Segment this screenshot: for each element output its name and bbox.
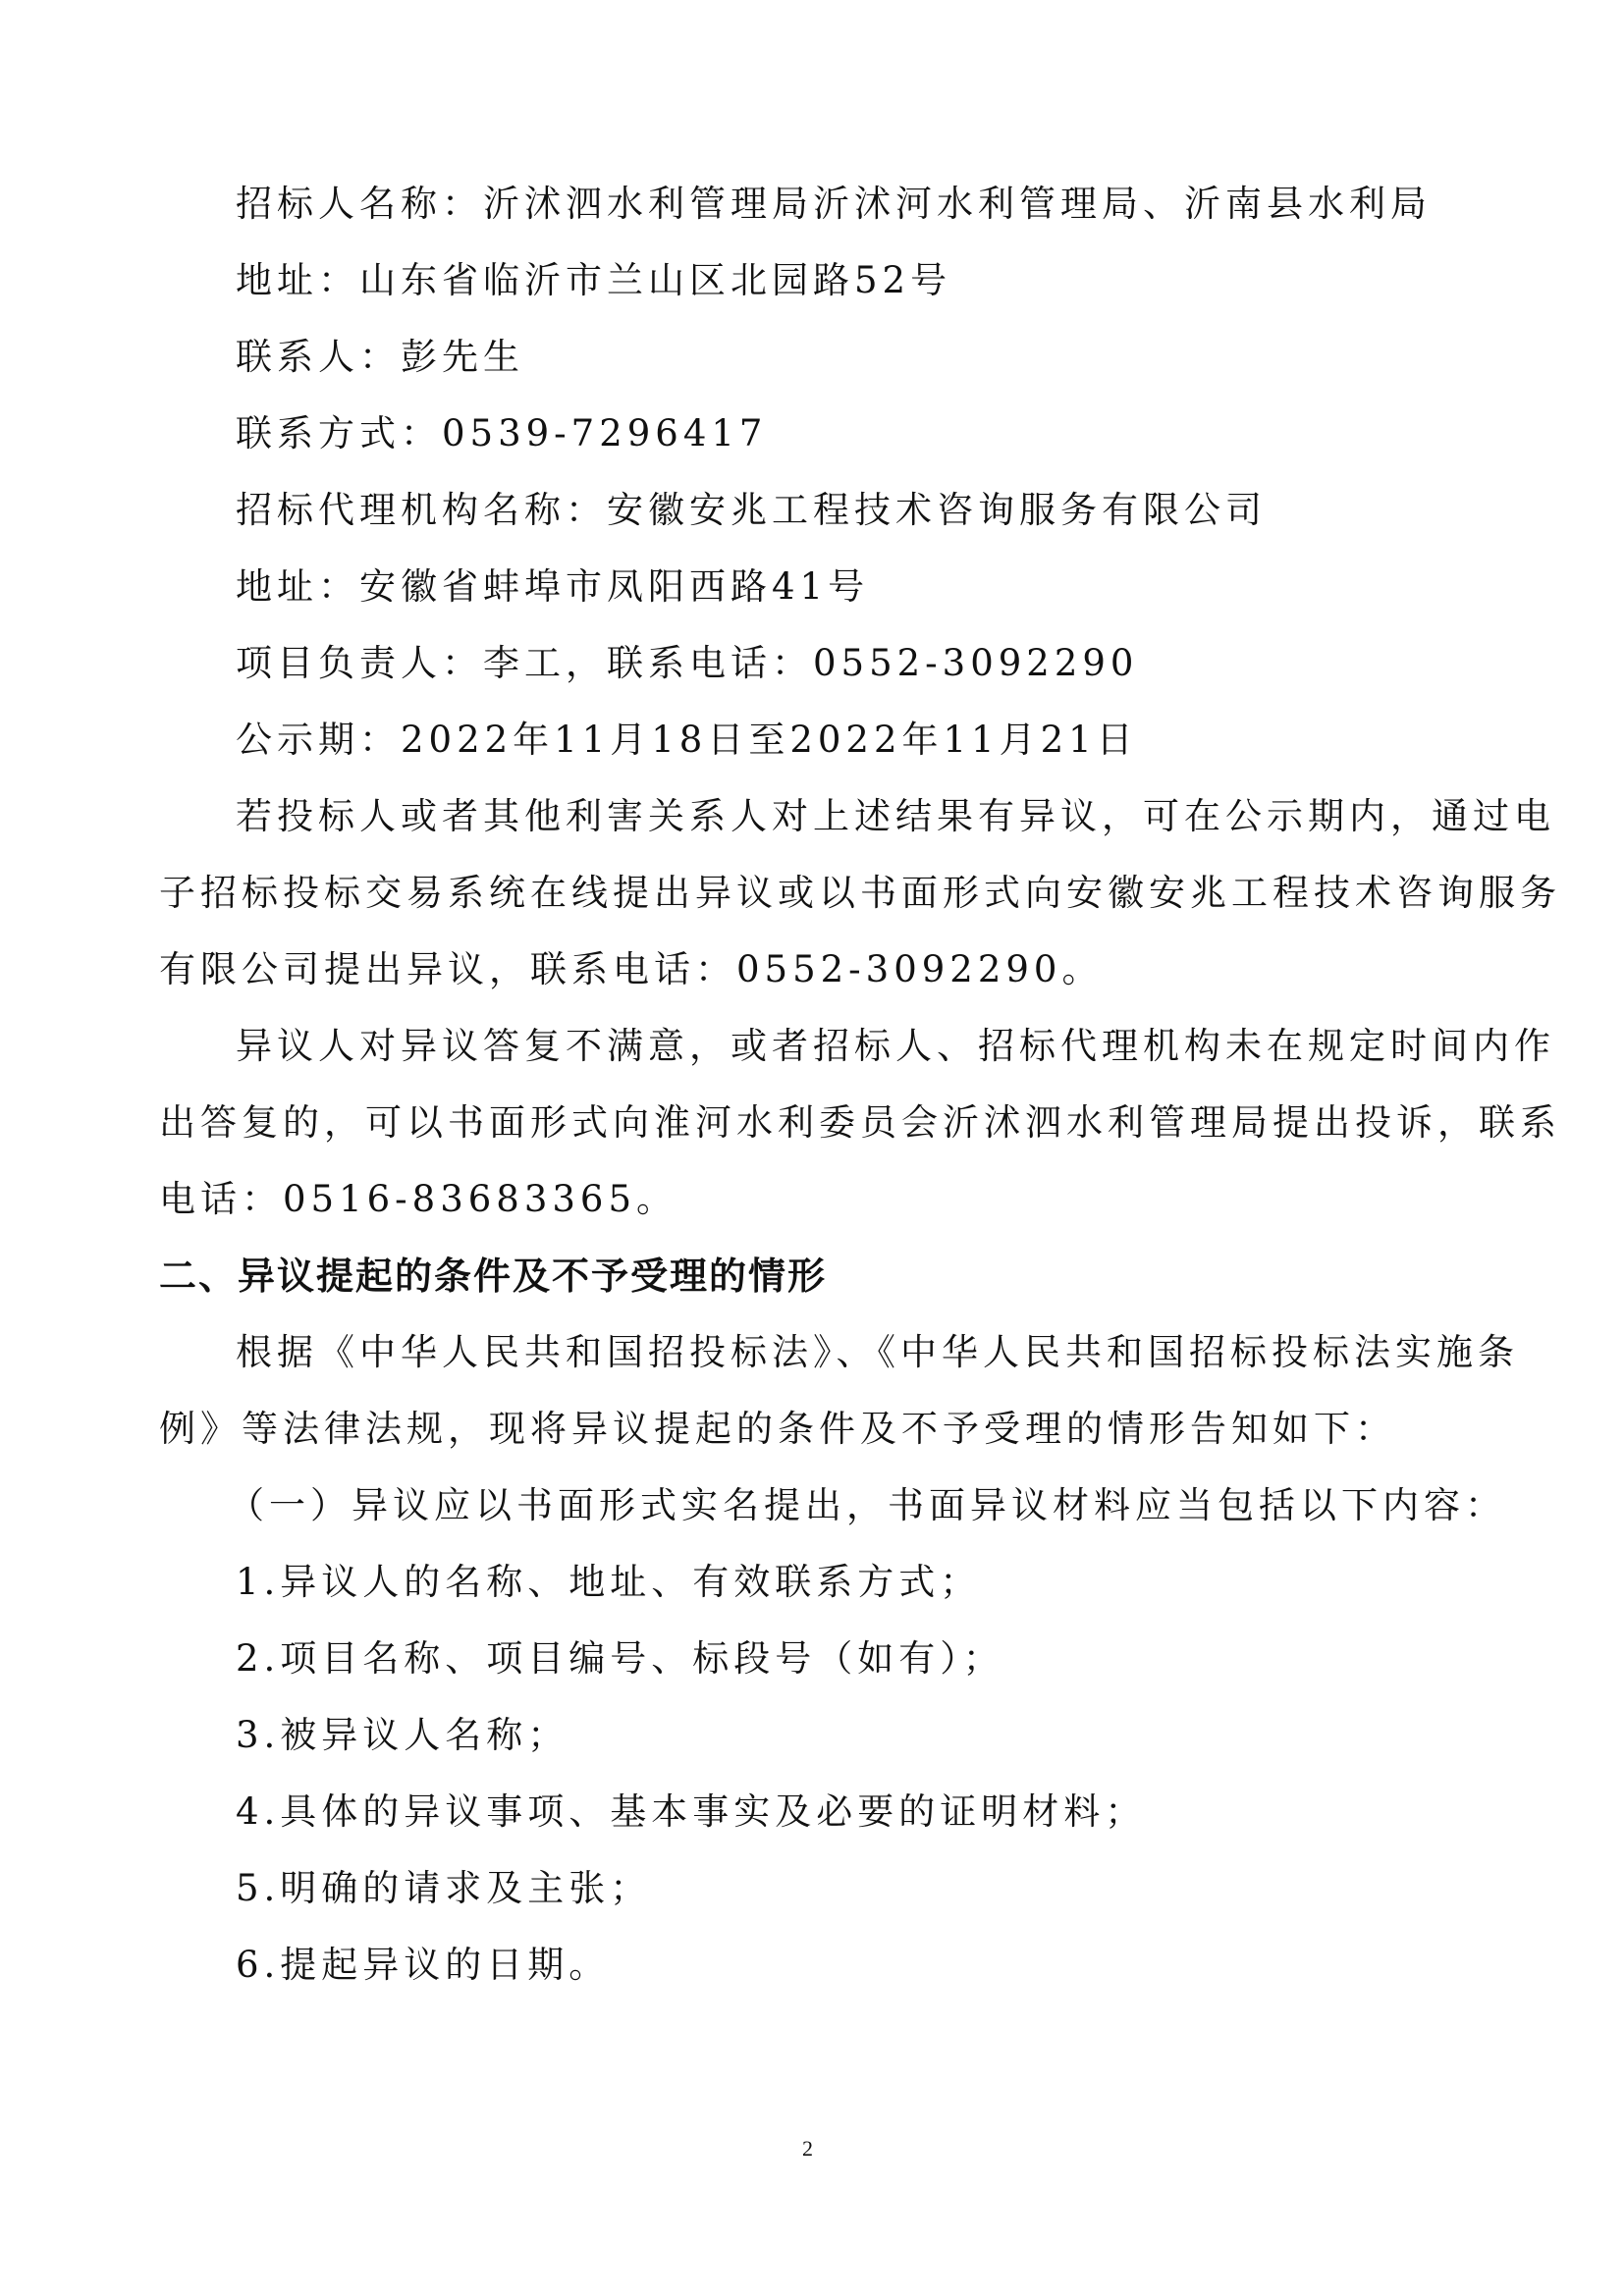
law-paragraph-line-2: 例》等法律法规，现将异议提起的条件及不予受理的情形告知如下： — [159, 1408, 1396, 1450]
law-paragraph-line-1: 根据《中华人民共和国招投标法》、《中华人民共和国招标投标法实施条 — [236, 1331, 1519, 1373]
list-item: 6.提起异议的日期。 — [236, 1944, 611, 1986]
objection-paragraph-line-1: 若投标人或者其他利害关系人对上述结果有异议，可在公示期内，通过电 — [236, 795, 1555, 837]
list-item: 4.具体的异议事项、基本事实及必要的证明材料； — [236, 1790, 1147, 1833]
complaint-paragraph-line-1: 异议人对异议答复不满意，或者招标人、招标代理机构未在规定时间内作 — [236, 1025, 1555, 1067]
list-item: 3.被异议人名称； — [236, 1714, 569, 1756]
publicity-period-line: 公示期：2022年11月18日至2022年11月21日 — [236, 719, 1138, 761]
subsection-heading-1: （一）异议应以书面形式实名提出，书面异议材料应当包括以下内容： — [228, 1484, 1506, 1526]
page-number: 2 — [802, 2136, 813, 2161]
tenderer-address-line: 地址：山东省临沂市兰山区北园路52号 — [236, 259, 952, 301]
list-item: 5.明确的请求及主张； — [236, 1867, 652, 1909]
objection-paragraph-line-2: 子招标投标交易系统在线提出异议或以书面形式向安徽安兆工程技术咨询服务 — [159, 872, 1561, 914]
agency-name-line: 招标代理机构名称：安徽安兆工程技术咨询服务有限公司 — [236, 489, 1267, 531]
complaint-paragraph-line-2: 出答复的，可以书面形式向淮河水利委员会沂沭泗水利管理局提出投诉，联系 — [159, 1101, 1561, 1144]
contact-person-line: 联系人：彭先生 — [236, 336, 524, 378]
complaint-paragraph-line-3: 电话：0516-83683365。 — [159, 1178, 677, 1220]
contact-phone-line: 联系方式：0539-7296417 — [236, 412, 768, 454]
project-manager-line: 项目负责人：李工，联系电话：0552-3092290 — [236, 642, 1139, 684]
objection-paragraph-line-3: 有限公司提出异议，联系电话：0552-3092290。 — [159, 948, 1104, 990]
section-heading: 二、异议提起的条件及不予受理的情形 — [159, 1255, 828, 1298]
agency-address-line: 地址：安徽省蚌埠市凤阳西路41号 — [236, 565, 870, 608]
list-item: 1.异议人的名称、地址、有效联系方式； — [236, 1561, 982, 1603]
tenderer-name-line: 招标人名称：沂沭泗水利管理局沂沭河水利管理局、沂南县水利局 — [236, 183, 1432, 225]
list-item: 2.项目名称、项目编号、标段号（如有）； — [236, 1637, 1004, 1680]
